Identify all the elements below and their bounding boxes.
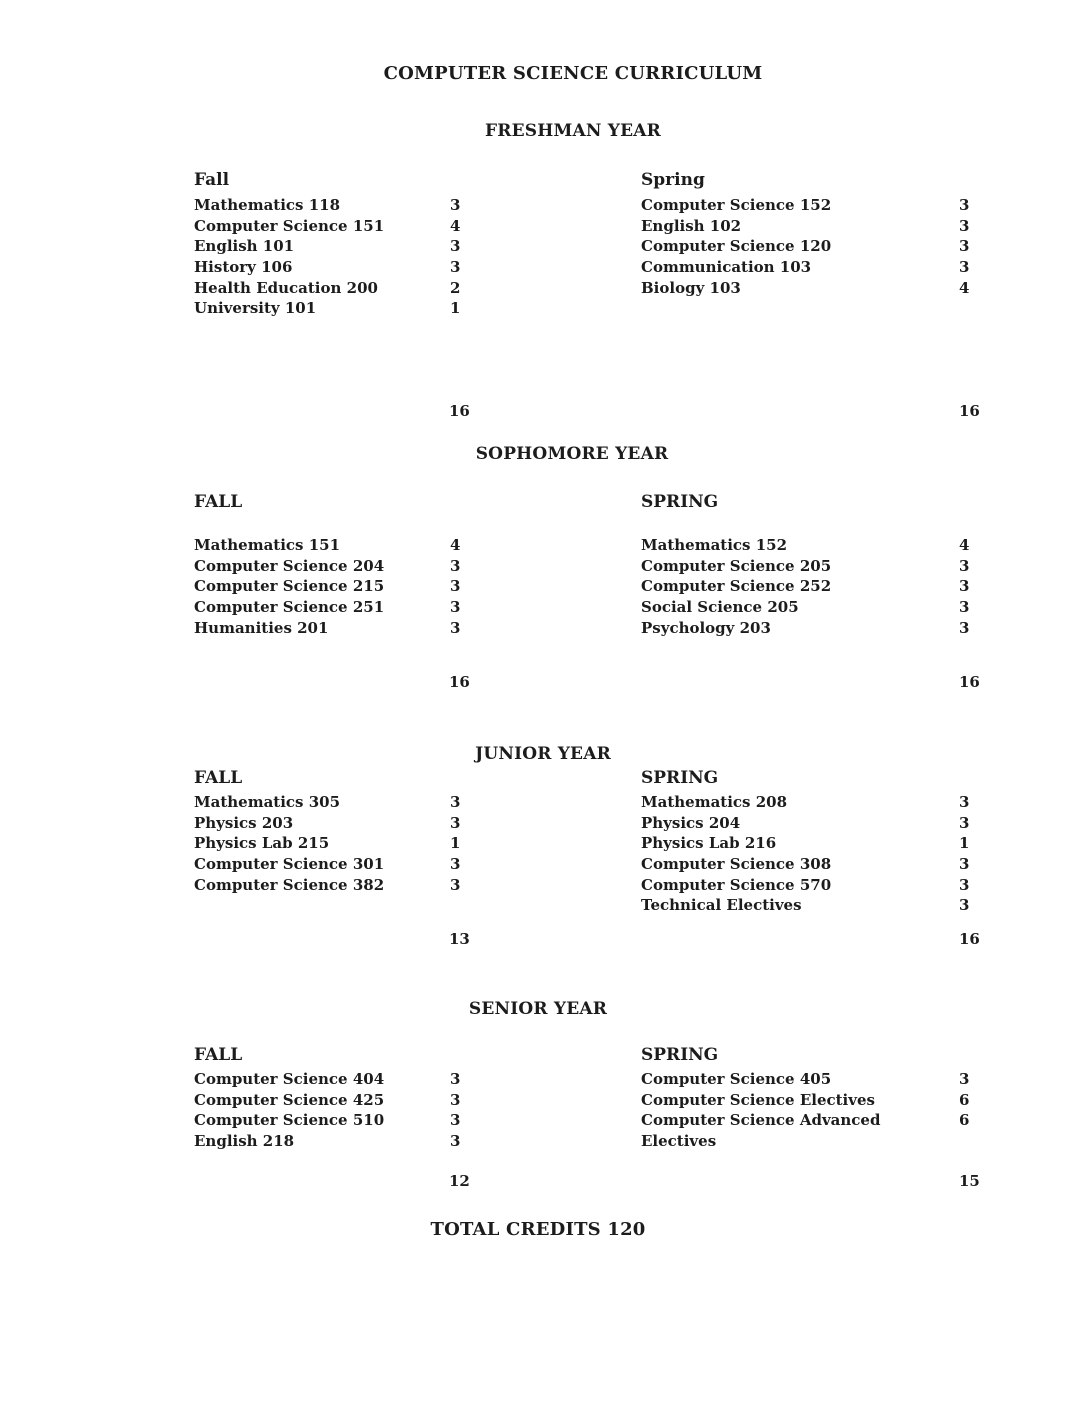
semester-total: 16 <box>449 673 470 691</box>
course-row <box>194 535 614 556</box>
semester-heading: FALL <box>194 768 243 788</box>
course-name: Biology 103 <box>641 278 741 297</box>
course-row <box>641 1090 1061 1111</box>
course-name: Mathematics 118 <box>194 196 341 214</box>
year-heading: FRESHMAN YEAR <box>485 121 661 141</box>
course-row <box>194 597 614 618</box>
course-credits: 3 <box>959 813 970 832</box>
course-row <box>641 1069 1061 1090</box>
course-name: Computer Science 510 <box>194 1111 385 1130</box>
course-name: Psychology 203 <box>641 618 771 637</box>
course-row <box>641 1131 1061 1152</box>
course-row <box>194 257 614 278</box>
course-credits: 3 <box>959 196 970 214</box>
semester-total: 13 <box>449 930 470 948</box>
course-list <box>641 1069 1061 1152</box>
course-row <box>641 813 1061 834</box>
course-name: Computer Science 404 <box>194 1070 385 1088</box>
course-row <box>194 1110 614 1131</box>
course-credits: 3 <box>450 1070 461 1088</box>
course-credits: 3 <box>450 1111 461 1130</box>
course-name: Mathematics 208 <box>641 793 788 811</box>
course-list <box>641 792 1061 916</box>
course-credits: 6 <box>959 1090 970 1109</box>
course-name: Computer Science 215 <box>194 577 385 596</box>
course-credits: 3 <box>450 258 461 277</box>
course-row <box>641 875 1061 896</box>
course-list <box>194 535 614 638</box>
course-credits: 3 <box>450 237 461 256</box>
course-name: Social Science 205 <box>641 598 799 617</box>
course-row <box>641 236 1061 257</box>
document-title: COMPUTER SCIENCE CURRICULUM <box>383 63 763 84</box>
course-credits: 3 <box>450 556 461 575</box>
course-row <box>641 895 1061 916</box>
course-name: Health Education 200 <box>194 278 378 297</box>
course-name: History 106 <box>194 258 293 277</box>
course-row <box>194 1131 614 1152</box>
course-list <box>194 792 614 895</box>
course-credits: 4 <box>959 536 970 554</box>
course-name: Computer Science 405 <box>641 1070 832 1088</box>
course-row <box>641 556 1061 577</box>
course-row <box>641 535 1061 556</box>
course-row <box>194 792 614 813</box>
semester-heading: Fall <box>194 170 230 190</box>
course-name: Physics Lab 216 <box>641 834 777 853</box>
course-credits: 3 <box>450 196 461 214</box>
course-row <box>194 813 614 834</box>
course-credits: 3 <box>450 813 461 832</box>
course-credits: 3 <box>450 875 461 894</box>
course-list <box>641 195 1061 298</box>
course-credits: 3 <box>959 855 970 874</box>
course-name: Computer Science 382 <box>194 875 385 894</box>
course-credits: 3 <box>450 855 461 874</box>
course-credits: 6 <box>959 1111 970 1130</box>
course-list <box>194 1069 614 1152</box>
course-row <box>641 278 1061 299</box>
course-credits: 3 <box>450 793 461 811</box>
semester-total: 16 <box>449 402 470 420</box>
course-row <box>641 257 1061 278</box>
course-name: Computer Science 205 <box>641 556 832 575</box>
course-row <box>194 1090 614 1111</box>
course-credits: 2 <box>450 278 461 297</box>
semester-heading: FALL <box>194 492 243 512</box>
total-credits-line: TOTAL CREDITS 120 <box>430 1219 646 1240</box>
course-credits: 3 <box>450 1090 461 1109</box>
year-heading: SENIOR YEAR <box>468 999 608 1019</box>
course-credits: 3 <box>959 598 970 617</box>
course-name: Computer Science 204 <box>194 556 385 575</box>
course-row <box>194 1069 614 1090</box>
course-credits: 3 <box>450 1132 461 1151</box>
course-row <box>641 854 1061 875</box>
course-credits: 3 <box>959 577 970 596</box>
course-credits: 3 <box>959 1070 970 1088</box>
course-name: Humanities 201 <box>194 618 329 637</box>
course-name: Computer Science 425 <box>194 1090 385 1109</box>
course-credits: 3 <box>959 875 970 894</box>
course-name: Physics Lab 215 <box>194 834 330 853</box>
course-name: Physics 203 <box>194 813 294 832</box>
course-name: Computer Science 570 <box>641 875 832 894</box>
course-credits: 1 <box>450 834 461 853</box>
course-name: Physics 204 <box>641 813 741 832</box>
course-credits: 3 <box>959 618 970 637</box>
course-list <box>194 195 614 319</box>
course-name: Communication 103 <box>641 258 812 277</box>
course-row <box>194 195 614 216</box>
course-row <box>641 833 1061 854</box>
course-name: Computer Science 251 <box>194 598 385 617</box>
course-name: Computer Science 252 <box>641 577 832 596</box>
year-heading: SOPHOMORE YEAR <box>475 444 669 464</box>
course-row <box>194 576 614 597</box>
course-row <box>194 556 614 577</box>
course-credits: 1 <box>450 299 461 318</box>
course-credits: 4 <box>450 216 461 235</box>
course-row <box>641 576 1061 597</box>
course-credits: 1 <box>959 834 970 853</box>
course-row <box>641 1110 1061 1131</box>
course-name: Electives <box>641 1132 717 1151</box>
course-name: Computer Science 120 <box>641 237 832 256</box>
course-row <box>641 618 1061 639</box>
course-name: English 102 <box>641 216 742 235</box>
year-heading: JUNIOR YEAR <box>475 744 611 764</box>
course-name: Technical Electives <box>641 896 802 915</box>
course-credits: 3 <box>450 618 461 637</box>
semester-total: 16 <box>959 930 980 948</box>
course-row <box>194 216 614 237</box>
course-credits: 3 <box>959 896 970 915</box>
course-row <box>194 833 614 854</box>
course-name: Computer Science 301 <box>194 855 385 874</box>
course-name: Computer Science 152 <box>641 196 832 214</box>
course-row <box>194 854 614 875</box>
course-credits: 3 <box>450 598 461 617</box>
course-name: University 101 <box>194 299 317 318</box>
course-name: Mathematics 152 <box>641 536 788 554</box>
course-name: Computer Science 151 <box>194 216 385 235</box>
course-row <box>194 236 614 257</box>
course-row <box>194 875 614 896</box>
course-row <box>194 618 614 639</box>
course-row <box>641 597 1061 618</box>
course-credits: 3 <box>959 237 970 256</box>
course-name: Computer Science Advanced <box>641 1111 881 1130</box>
course-row <box>641 195 1061 216</box>
semester-heading: SPRING <box>641 768 719 788</box>
course-name: Mathematics 151 <box>194 536 341 554</box>
course-credits: 3 <box>959 556 970 575</box>
course-row <box>194 278 614 299</box>
course-credits: 3 <box>450 577 461 596</box>
course-credits: 4 <box>450 536 461 554</box>
course-credits: 3 <box>959 258 970 277</box>
course-row <box>641 792 1061 813</box>
semester-heading: Spring <box>641 170 705 190</box>
course-name: Computer Science 308 <box>641 855 832 874</box>
course-credits: 4 <box>959 278 970 297</box>
course-credits: 3 <box>959 216 970 235</box>
course-name: English 101 <box>194 237 295 256</box>
semester-heading: FALL <box>194 1045 243 1065</box>
semester-heading: SPRING <box>641 1045 719 1065</box>
course-row <box>641 216 1061 237</box>
course-row <box>194 298 614 319</box>
semester-total: 16 <box>959 673 980 691</box>
course-credits: 3 <box>959 793 970 811</box>
course-name: Mathematics 305 <box>194 793 341 811</box>
course-name: English 218 <box>194 1132 295 1151</box>
semester-heading: SPRING <box>641 492 719 512</box>
course-list <box>641 535 1061 638</box>
semester-total: 12 <box>449 1172 470 1190</box>
course-name: Computer Science Electives <box>641 1090 875 1109</box>
semester-total: 15 <box>959 1172 980 1190</box>
semester-total: 16 <box>959 402 980 420</box>
